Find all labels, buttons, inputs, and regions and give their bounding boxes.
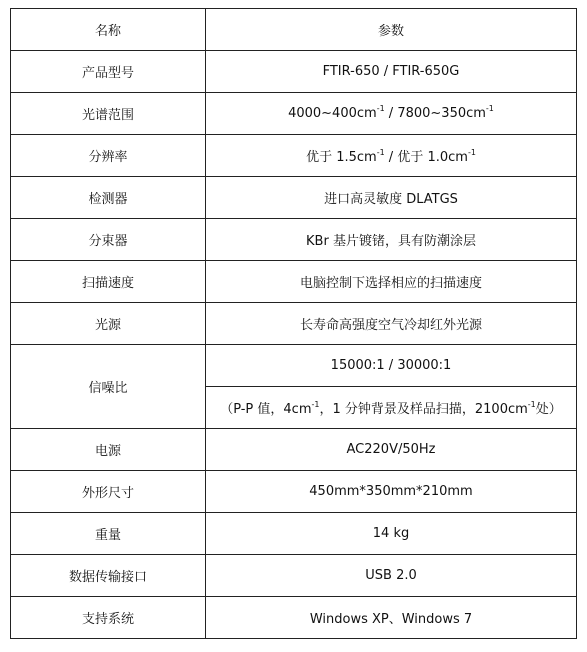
superscript: -1 xyxy=(485,104,494,113)
row-value: 450mm*350mm*210mm xyxy=(206,471,577,513)
row-value: USB 2.0 xyxy=(206,555,577,597)
superscript: -1 xyxy=(467,148,476,157)
row-label: 分辨率 xyxy=(11,135,206,177)
superscript: -1 xyxy=(376,148,385,157)
row-value: AC220V/50Hz xyxy=(206,429,577,471)
note-text: ，1 分钟背景及样品扫描，2100cm xyxy=(319,402,528,417)
row-value: 14 kg xyxy=(206,513,577,555)
table-row xyxy=(11,219,577,261)
table-row xyxy=(11,303,577,345)
row-value: FTIR-650 / FTIR-650G xyxy=(206,51,577,93)
value-text: / 优于 1.0cm xyxy=(384,150,468,165)
row-label: 数据传输接口 xyxy=(11,555,206,597)
note-text: 处） xyxy=(535,402,562,417)
row-value: 进口高灵敏度 DLATGS xyxy=(206,177,577,219)
row-label: 重量 xyxy=(11,513,206,555)
table-row xyxy=(11,555,577,597)
row-note xyxy=(206,387,577,429)
table-row xyxy=(11,513,577,555)
row-value xyxy=(206,93,577,135)
row-label: 电源 xyxy=(11,429,206,471)
header-name-cell: 名称 xyxy=(11,9,206,51)
row-label: 检测器 xyxy=(11,177,206,219)
spec-table xyxy=(10,8,577,639)
header-value-cell: 参数 xyxy=(206,9,577,51)
table-row xyxy=(11,93,577,135)
table-row xyxy=(11,597,577,639)
table-row xyxy=(11,471,577,513)
row-value: 电脑控制下选择相应的扫描速度 xyxy=(206,261,577,303)
table-row xyxy=(11,51,577,93)
row-label: 支持系统 xyxy=(11,597,206,639)
row-label: 分束器 xyxy=(11,219,206,261)
row-label: 光谱范围 xyxy=(11,93,206,135)
table-row xyxy=(11,135,577,177)
row-label: 外形尺寸 xyxy=(11,471,206,513)
row-label: 产品型号 xyxy=(11,51,206,93)
row-label: 信噪比 xyxy=(11,345,206,429)
table-row xyxy=(11,261,577,303)
row-value: 15000:1 / 30000:1 xyxy=(206,345,577,387)
value-text: 4000~400cm xyxy=(288,106,377,121)
table-row xyxy=(11,177,577,219)
row-value xyxy=(206,135,577,177)
row-label: 扫描速度 xyxy=(11,261,206,303)
table-row xyxy=(11,345,577,387)
value-text: / 7800~350cm xyxy=(384,106,486,121)
superscript: -1 xyxy=(527,400,536,409)
row-value: KBr 基片镀锗，具有防潮涂层 xyxy=(206,219,577,261)
superscript: -1 xyxy=(311,400,320,409)
value-text: 优于 1.5cm xyxy=(306,150,377,165)
note-text: （P-P 值，4cm xyxy=(220,402,312,417)
superscript: -1 xyxy=(376,104,385,113)
table-header-row xyxy=(11,9,577,51)
row-value: Windows XP、Windows 7 xyxy=(206,597,577,639)
row-label: 光源 xyxy=(11,303,206,345)
row-value: 长寿命高强度空气冷却红外光源 xyxy=(206,303,577,345)
table-row xyxy=(11,429,577,471)
